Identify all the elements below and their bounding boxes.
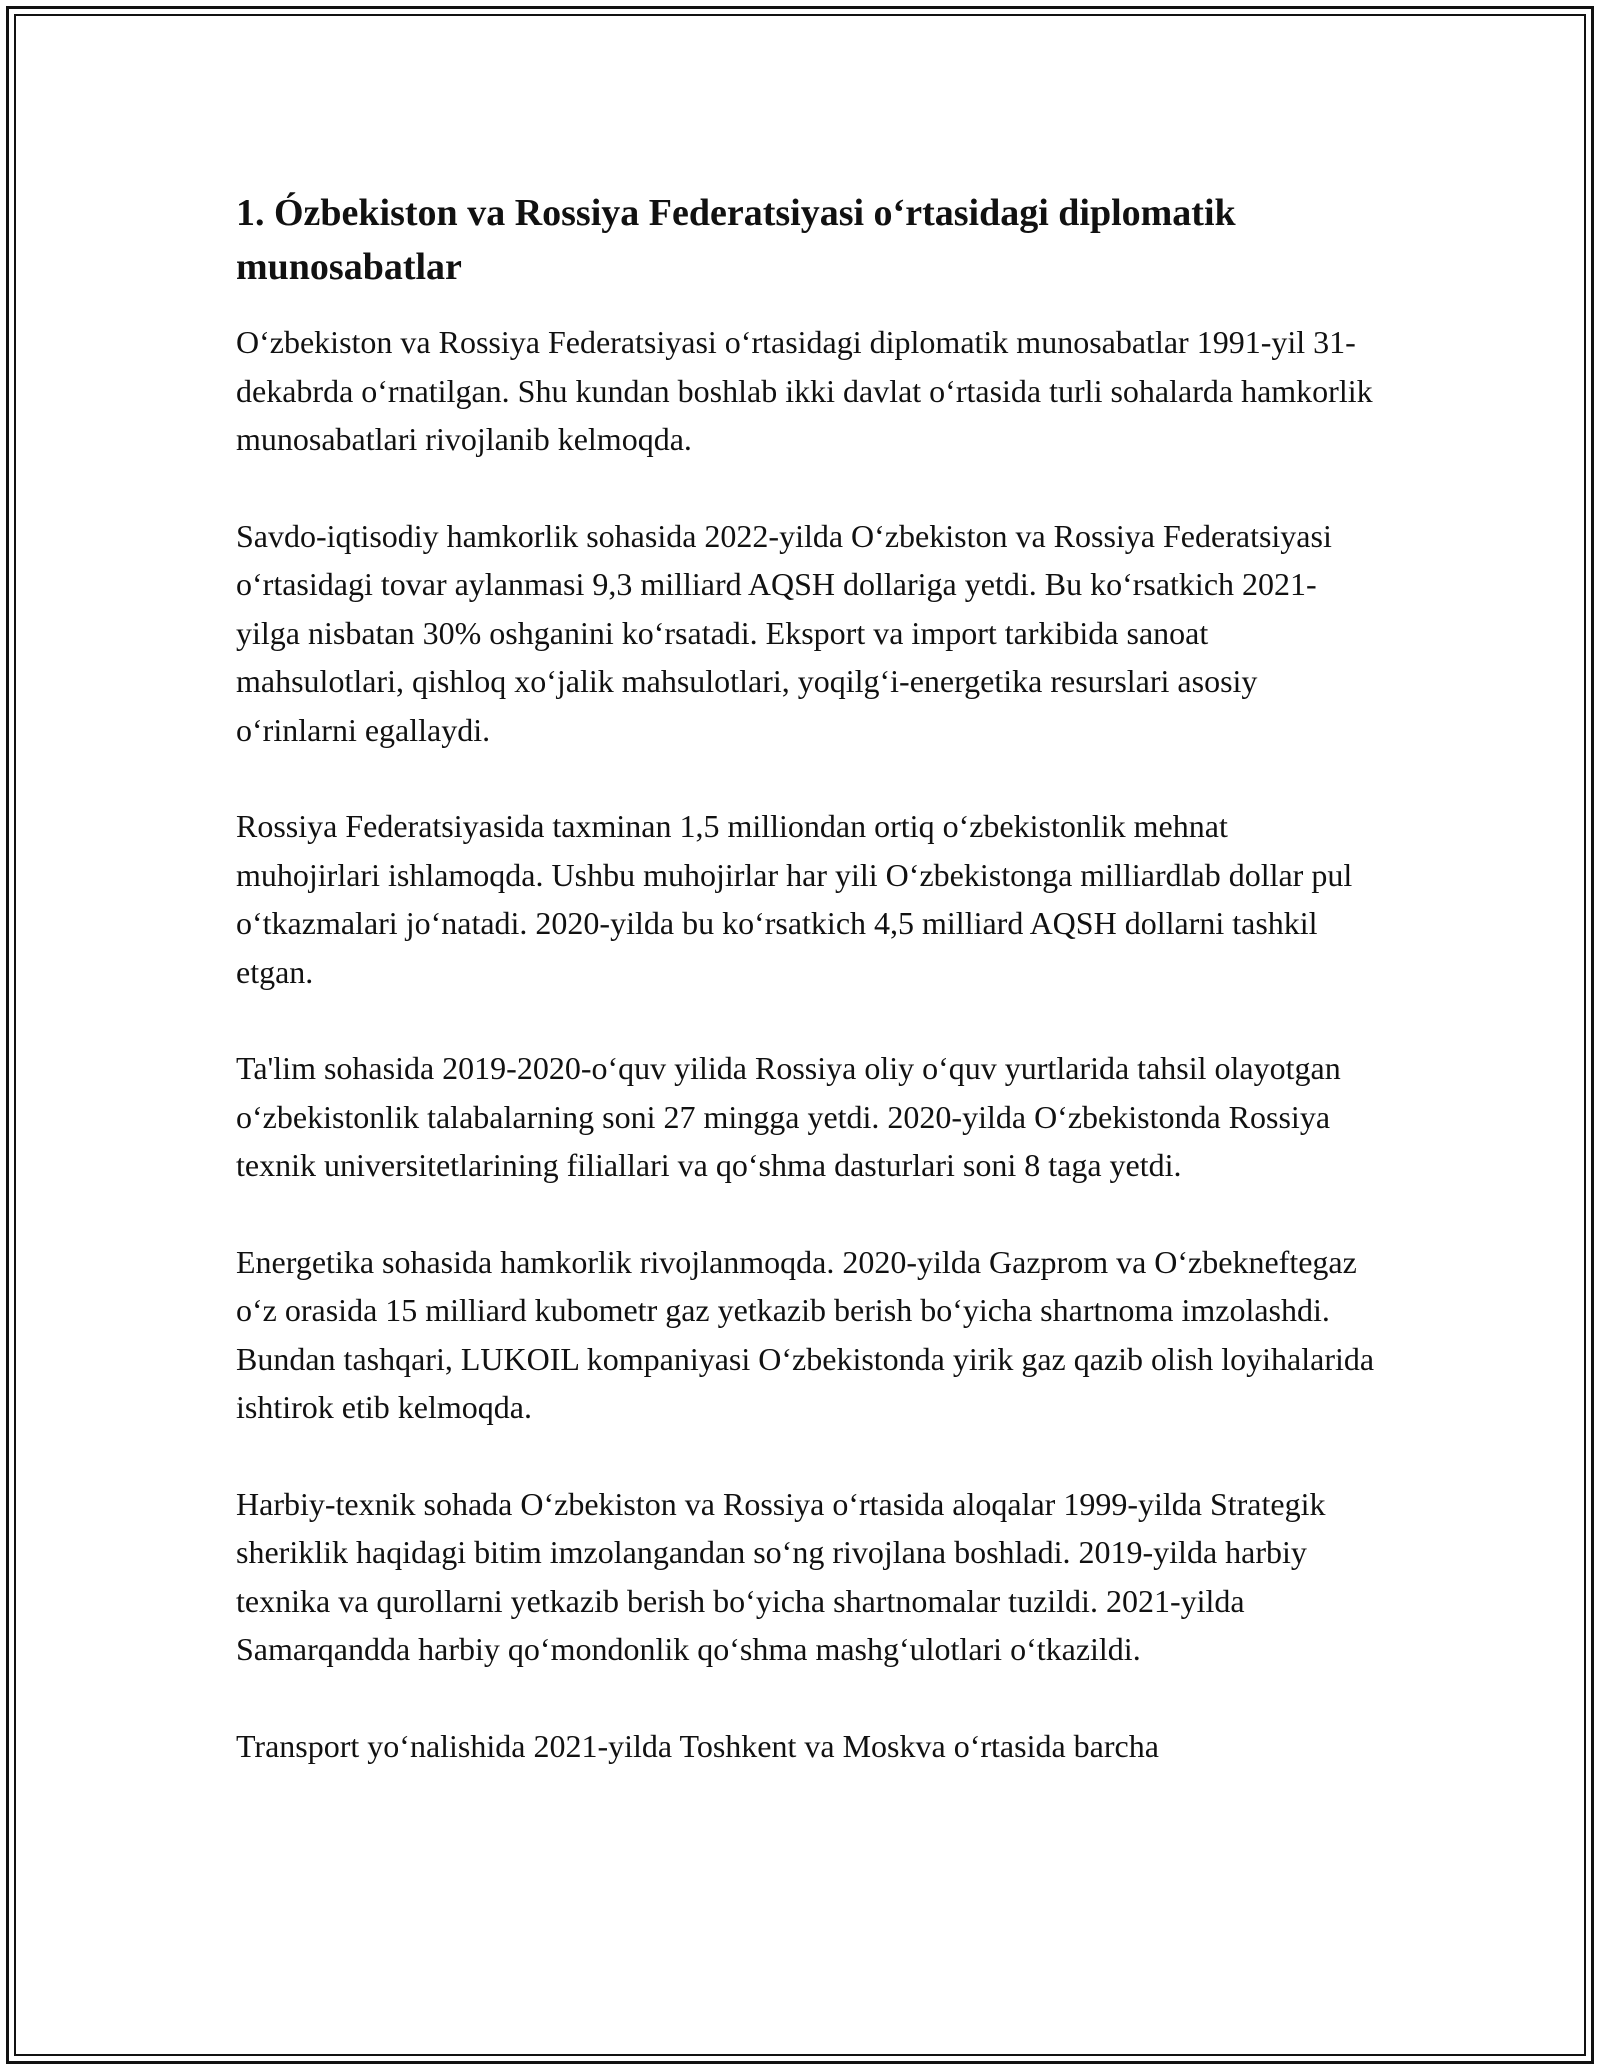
paragraph-trade: Savdo-iqtisodiy hamkorlik sohasida 2022-yilda Oʻzbekiston va Rossiya Federatsiyasi oʻrtasidagi tovar aylanmasi 9,3 milliard AQSH dollariga yetdi. Bu koʻrsatkich 2021-yilga nisbatan 30% oshganini koʻrsatadi. Eksport va import tarkibida sanoat mahsulotlari, qishloq xoʻjalik mahsulotlari, yoqilgʻi-energetika resurslari asosiy oʻrinlarni egallaydi. <box>236 517 1332 748</box>
paragraph-migration: Rossiya Federatsiyasida taxminan 1,5 milliondan ortiq oʻzbekistonlik mehnat muhojirlari ishlamoqda. Ushbu muhojirlar har yili Oʻzbekistonga milliardlab dollar pul oʻtkazmalari joʻnatadi. 2020-yilda bu koʻrsatkich 4,5 milliard AQSH dollarni tashkil etgan. <box>236 808 1353 990</box>
paragraph-military: Harbiy-texnik sohada Oʻzbekiston va Rossiya oʻrtasida aloqalar 1999-yilda Strategik sheriklik haqidagi bitim imzolangandan soʻng rivojlana boshladi. 2019-yilda harbiy texnika va qurollarni yetkazib berish boʻyicha shartnomalar tuzildi. 2021-yilda Samarqandda harbiy qoʻmondonlik qoʻshma mashgʻulotlari oʻtkazildi. <box>236 1485 1326 1667</box>
paragraph-energy: Energetika sohasida hamkorlik rivojlanmoqda. 2020-yilda Gazprom va Oʻzbekneftegaz oʻz orasida 15 milliard kubometr gaz yetkazib berish boʻyicha shartnoma imzolashdi. Bundan tashqari, LUKOIL kompaniyasi Oʻzbekistonda yirik gaz qazib olish loyihalarida ishtirok etib kelmoqda. <box>236 1243 1375 1425</box>
paragraph-diplomatic-relations: Oʻzbekiston va Rossiya Federatsiyasi oʻrtasidagi diplomatik munosabatlar 1991-yil 31-dekabrda oʻrnatilgan. Shu kundan boshlab ikki davlat oʻrtasida turli sohalarda hamkorlik munosabatlari rivojlanib kelmoqda. <box>236 324 1373 457</box>
paragraph-transport: Transport yoʻnalishida 2021-yilda Toshkent va Moskva oʻrtasida barcha <box>236 1727 1159 1764</box>
section-heading: 1. Ózbekiston va Rossiya Federatsiyasi oʻrtasidagi diplomatik munosabatlar <box>236 192 1236 288</box>
paragraph-education: Ta'lim sohasida 2019-2020-oʻquv yilida Rossiya oliy oʻquv yurtlarida tahsil olayotgan oʻzbekistonlik talabalarning soni 27 mingga yetdi. 2020-yilda Oʻzbekistonda Rossiya texnik universitetlarining filiallari va qoʻshma dasturlari soni 8 taga yetdi. <box>236 1050 1341 1183</box>
document-body <box>236 186 1376 1818</box>
